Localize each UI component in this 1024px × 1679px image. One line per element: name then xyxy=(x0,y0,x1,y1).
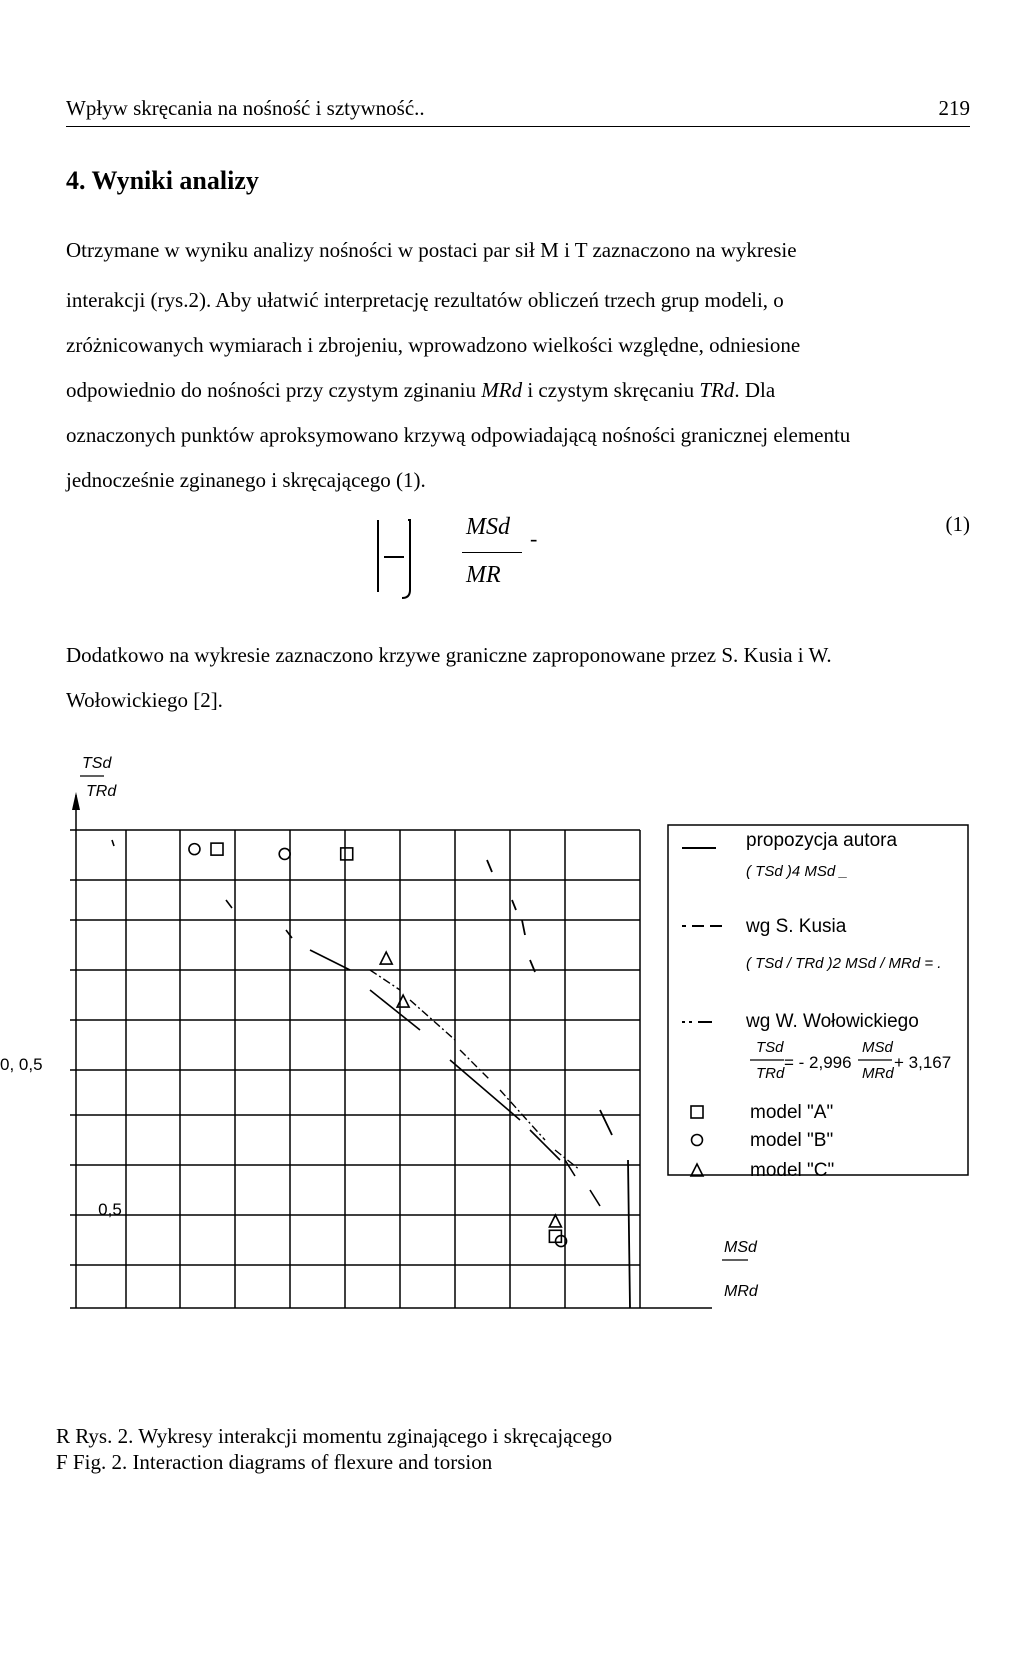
x-axis-label-denominator: MRd xyxy=(724,1283,758,1300)
equation-denominator: MR xyxy=(466,562,501,588)
legend-wol-formula-end: + 3,167 xyxy=(894,1053,952,1072)
running-header xyxy=(66,96,970,127)
line-4-text-a: odpowiednio do nośności przy czystym zginaniu xyxy=(66,378,477,402)
legend-author-label: propozycja autora xyxy=(746,830,898,851)
equation-bracket-glyph xyxy=(370,512,450,602)
equation-1 xyxy=(370,512,970,602)
equation-number: (1) xyxy=(945,512,970,536)
legend-wol-formula-mid: = - 2,996 xyxy=(784,1053,852,1072)
mrd-symbol: MRd xyxy=(481,378,523,402)
legend-author-formula: ( TSd )4 MSd _ xyxy=(746,863,848,880)
trd-symbol: TRd xyxy=(699,378,735,402)
legend-wol-fraction-m: MSd MRd xyxy=(862,1039,894,1082)
data-point-triangle xyxy=(549,1215,561,1227)
equation-minus: - xyxy=(530,526,538,551)
equation-numerator: MSd xyxy=(466,514,510,540)
legend-kus-label: wg S. Kusia xyxy=(746,916,847,937)
legend-square-marker xyxy=(691,1106,703,1118)
legend-model-c: model "C" xyxy=(750,1160,835,1181)
kus-curve xyxy=(112,840,600,1206)
section-title: 4. Wyniki analizy xyxy=(66,166,259,195)
line-4-text-b: i czystym skręcaniu xyxy=(527,378,695,402)
paragraph-1-line-4 xyxy=(66,370,970,410)
equation-fraction-bar xyxy=(462,552,522,553)
legend-triangle-marker xyxy=(691,1164,703,1176)
author-curve xyxy=(487,860,630,1308)
interaction-diagram xyxy=(0,740,1024,1340)
x-tick-label: 0,5 xyxy=(98,1200,122,1219)
y-axis-label-numerator: TSd xyxy=(82,755,112,772)
y-tick-label: 0, 0,5 xyxy=(0,1055,43,1074)
y-axis-label-denominator: TRd xyxy=(86,783,117,800)
paragraph-1-line-2: interakcji (rys.2). Aby ułatwić interpretację rezultatów obliczeń trzech grup modeli, o xyxy=(66,288,784,312)
legend-model-a: model "A" xyxy=(750,1102,834,1123)
paragraph-1-line-6: jednocześnie zginanego i skręcającego (1). xyxy=(66,468,426,492)
line-4-text-c: . Dla xyxy=(734,378,776,402)
paragraph-2-line-1: Dodatkowo na wykresie zaznaczono krzywe graniczne zaproponowane przez S. Kusia i W. xyxy=(66,643,832,667)
data-point-circle xyxy=(189,844,200,855)
paragraph-1-line-1: Otrzymane w wyniku analizy nośności w postaci par sił M i T zaznaczono na wykresie xyxy=(66,238,797,262)
page-number: 219 xyxy=(938,96,970,120)
figure-caption-en: F Fig. 2. Interaction diagrams of flexure and torsion xyxy=(56,1450,493,1474)
legend-wol-fraction-t: TSd TRd xyxy=(756,1039,785,1082)
plot-grid xyxy=(70,795,712,1308)
x-axis-label-numerator: MSd xyxy=(724,1239,757,1256)
data-point-circle xyxy=(279,848,290,859)
legend xyxy=(668,825,968,1181)
data-point-triangle xyxy=(380,952,392,964)
running-title: Wpływ skręcania na nośność i sztywność.. xyxy=(66,96,425,120)
data-point-square xyxy=(341,848,353,860)
legend-kus-formula: ( TSd / TRd )2 MSd / MRd = . xyxy=(746,955,942,972)
legend-model-b: model "B" xyxy=(750,1130,834,1151)
paragraph-1-line-5: oznaczonych punktów aproksymowano krzywą odpowiadającą nośności granicznej elementu xyxy=(66,423,851,447)
legend-circle-marker xyxy=(692,1135,703,1146)
figure-caption-pl: R Rys. 2. Wykresy interakcji momentu zginającego i skręcającego xyxy=(56,1424,613,1448)
data-point-triangle xyxy=(397,995,409,1007)
paragraph-1-line-3: zróżnicowanych wymiarach i zbrojeniu, wprowadzono wielkości względne, odniesione xyxy=(66,333,801,357)
data-point-square xyxy=(211,843,223,855)
legend-wol-label: wg W. Wołowickiego xyxy=(746,1011,919,1032)
paragraph-2-line-2: Wołowickiego [2]. xyxy=(66,688,223,712)
